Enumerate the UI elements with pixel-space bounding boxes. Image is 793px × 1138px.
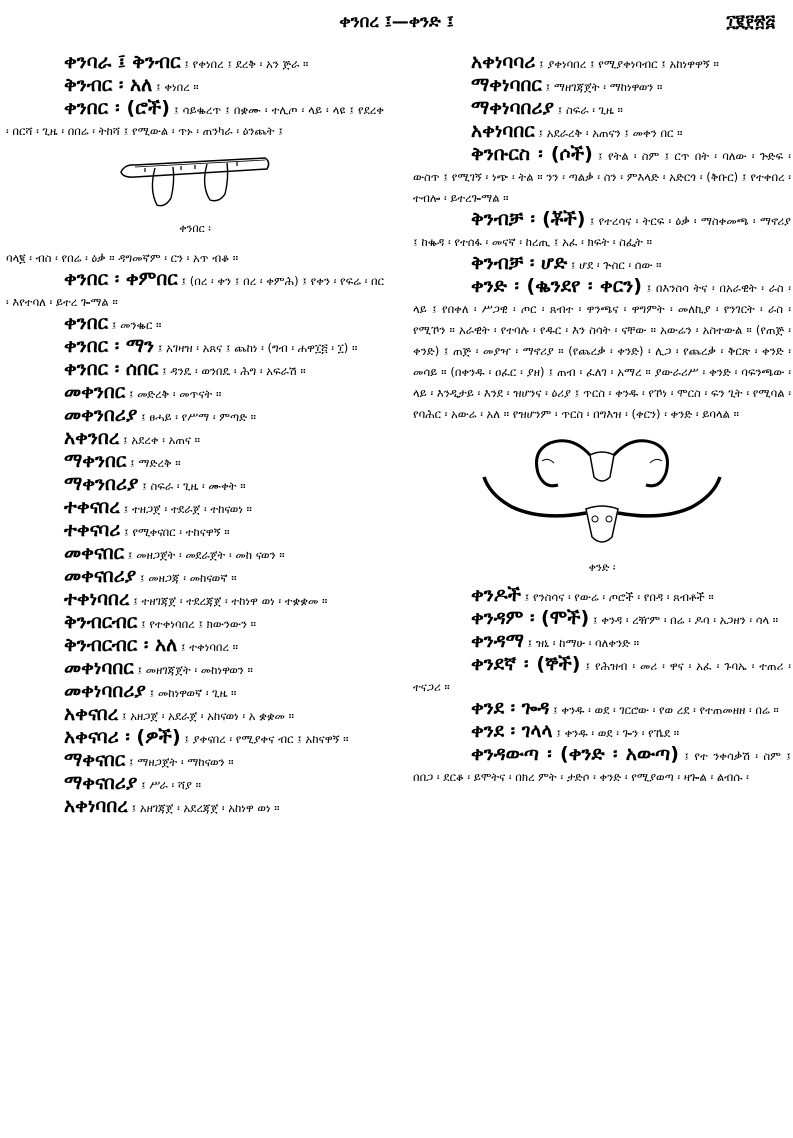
entry xyxy=(6,796,384,819)
figure-caption: ቀንድ ፡ xyxy=(588,561,616,574)
headword: መቀንበር xyxy=(64,381,126,403)
headword: ቀንዳውጣ ፡ (ቀንድ ፡ አውጣ) xyxy=(471,743,679,765)
headword: ማቀናበር xyxy=(64,749,126,771)
yoke-figure xyxy=(115,150,275,212)
entry xyxy=(6,635,384,658)
figure-caption: ቀንበር ፡ xyxy=(179,222,211,235)
entry xyxy=(413,698,791,721)
headword: መቀናበር xyxy=(64,542,125,564)
entry xyxy=(6,428,384,451)
entry xyxy=(413,631,791,654)
definition: ፤ የንስሳና ፡ የውሬ ፡ ጦሮች ፡ የበዳ ፡ ጸብቶች ። xyxy=(521,590,714,604)
headword: ቅንብርብር ፡ አለ xyxy=(64,634,178,656)
headword: አቀነባበረ xyxy=(64,795,128,817)
headword: ቀንባራ ፤ ቅንብር xyxy=(64,51,181,73)
definition: ፤ ሳይቈረጥ ፤ በቋሙ ፡ ተሊጦ ፡ ላይ ፡ ላዩ ፤ የደረቀ ፡ በርሻ ፡ ጊዜ ፡ በበሬ ፡ ትከሻ ፤ የሚውል ፡ ጥኑ ፡ ጠንካራ ፡ ዕንጨት ፤ xyxy=(6,103,384,138)
ram-skull-icon xyxy=(537,441,668,486)
definition: ፤ ዳንዴ ፡ ወንበዴ ፡ ሕግ ፡ አፍራሽ ። xyxy=(158,364,306,378)
right-column xyxy=(413,52,791,788)
horns-illustration xyxy=(413,433,791,555)
definition: ፤ መድረቅ ፡ መጥናት ። xyxy=(125,387,222,401)
entry xyxy=(413,654,791,698)
entry xyxy=(6,405,384,428)
headword: ቀንደ ፡ ገላላ xyxy=(471,720,553,742)
definition: ፤ አደራረቅ ፡ አጠናን ፤ መቀን በር ። xyxy=(534,126,683,140)
definition: ፤ ፀሓይ ፡ የሥማ ፡ ምጣድ ። xyxy=(137,410,257,424)
headword: ተቀነባበረ xyxy=(64,588,130,610)
entry xyxy=(413,608,791,631)
headword: አቀነባባሪ xyxy=(471,51,536,73)
entry xyxy=(6,382,384,405)
definition: ፤ የተ ንቀሳቃሽ ፡ ስም ፤ በበጋ ፡ ደርቆ ፡ ይሞትና ፡ በክረ ምት ፡ ታድሶ ፡ ቀንድ ፡ የሚያወጣ ፡ ዛጐል ፡ ልብሱ ፡ xyxy=(413,749,792,784)
definition: ፤ ቀንዱ ፡ ወደ ፡ ገርሮው ፡ የወ ረደ ፡ የተጠመዘዘ ፡ በሬ ። xyxy=(549,703,779,717)
definition: ፤ መንቈር ። xyxy=(108,318,162,332)
definition: ፤ ቀነበረ ። xyxy=(152,80,199,94)
entry xyxy=(6,474,384,497)
definition: ፤ መከነዋወኛ ፡ ጊዜ ። xyxy=(145,686,237,700)
headword: ቅንብቻ ፡ ሆድ xyxy=(471,252,568,274)
headword: ቀንበር ፡ ማን xyxy=(64,335,155,357)
definition: ፤ የተረሳና ፡ ትርፍ ፡ ዕቃ ፡ ማስቀመጫ ፡ ማኖሪያ ፤ ከቈዳ ፡ የተሰፋ ፡ መናኛ ፡ ከረጢ ፤ አፈ ፡ ክፍት ፡ ስፌት ። xyxy=(413,214,791,249)
entry xyxy=(413,585,791,608)
entry xyxy=(6,497,384,520)
entry xyxy=(6,359,384,382)
entry xyxy=(6,98,384,142)
definition: ፤ አዘጋጀ ፡ አደራጀ ፡ አከናወነ ፡ አ ቋቋመ ። xyxy=(118,709,294,723)
headword: አቀናባሪ ፡ (ዎች) xyxy=(64,726,181,748)
definition: ፤ ቀንዳ ፡ ረዥም ፡ በሬ ፡ ዶባ ፡ አጋዘን ፡ ሳላ ። xyxy=(589,613,779,627)
left-column xyxy=(6,52,384,819)
definition: ፤ ያቀናበረ ፡ የሚያቀና ብር ፤ አከናዋኝ ። xyxy=(180,732,349,746)
headword: ቀንዳማ xyxy=(471,630,524,652)
headword: ማቀነባበር xyxy=(471,74,542,96)
headword: ቅንብርብር xyxy=(64,611,138,633)
entry xyxy=(413,121,791,144)
definition: ፤ አገዛዝ ፡ አጸና ፤ ጨከነ ፡ (ግብ ፡ ሐዋ፲፭ ፡ ፲) ። xyxy=(154,341,358,355)
headword: ቅንብቻ ፡ (ቾች) xyxy=(471,208,586,230)
definition: ፤ ሆደ ፡ ጕስር ፡ ሰው ። xyxy=(567,258,662,272)
entry xyxy=(6,612,384,635)
headword: ቀንዳም ፡ (ሞች) xyxy=(471,607,590,629)
headword: አቀናበረ xyxy=(64,703,119,725)
headword: ማቀናበሪያ xyxy=(64,772,138,794)
page-number: ፲፪፻፳፭ xyxy=(726,12,775,32)
entry xyxy=(413,721,791,744)
entry xyxy=(413,144,791,209)
entry xyxy=(6,750,384,773)
entry xyxy=(6,681,384,704)
definition: ፤ የሚቀናበር ፡ ተከናዋኝ ። xyxy=(120,525,230,539)
yoke-illustration xyxy=(6,150,384,216)
page-header xyxy=(0,8,793,38)
right-entries-bottom xyxy=(413,585,791,788)
entry xyxy=(6,52,384,75)
definition: ፤ ማዘገጃጀት ፡ ማከነዋወን ። xyxy=(541,80,663,94)
entry xyxy=(6,773,384,796)
headword: ተቀናበረ xyxy=(64,496,120,518)
definition: ፤ ተዘገጃጀ ፡ ተደረጃጀ ፡ ተከነዋ ወነ ፡ ተቋቋመ ። xyxy=(129,594,328,608)
entry xyxy=(6,543,384,566)
horns-figure xyxy=(462,433,742,551)
entry xyxy=(6,336,384,359)
entry xyxy=(413,209,791,253)
definition: ፤ የትል ፡ ስም ፤ ርጥ በት ፡ ባለው ፡ ጕድፍ ፡ ውስጥ ፤ የሚገኝ ፡ ነጭ ፡ ትል ። ንን ፡ ጣልቃ ፡ ስን ፡ ምእላድ ፡ አድርጎ ፡ (ቅቡር) ፤ የተቀበረ ፡ ተብሎ ፡ ይተረጐማል ። xyxy=(413,149,791,205)
definition: ፤ ስፍራ ፡ ጊዜ ። xyxy=(553,103,623,117)
headword: መቀናበሪያ xyxy=(64,565,137,587)
left-entries-top xyxy=(6,52,384,142)
headword: ማቀነባበሪያ xyxy=(471,97,554,119)
definition: ፤ የቀነበረ ፤ ደረቅ ፡ አን ጅራ ። xyxy=(180,57,309,71)
definition: ባላ፪ ፡ ብስ ፡ የበሬ ፡ ዕቃ ። ዳግመኛም ፡ ርን ፡ አጥ ብቆ ። xyxy=(6,251,239,265)
headword: ማቀንበር xyxy=(64,450,127,472)
entry xyxy=(413,744,791,788)
definition: ፤ መዘገጃጀት ፡ መከነዋወን ። xyxy=(133,663,253,677)
headword: መቀንበሪያ xyxy=(64,404,138,426)
headword: ቀንደ ፡ ጐዳ xyxy=(471,697,550,719)
headword: ቀንደኛ ፡ (ኞች) xyxy=(471,653,581,675)
ox-skull-icon xyxy=(484,477,720,542)
entry xyxy=(413,52,791,75)
definition: ፤ ያቀነባበረ ፤ የሚያቀነባብር ፤ አከነዋዋኝ ። xyxy=(535,57,719,71)
definition: ፤ መዘጋጀት ፡ መደራጀት ፡ መከ ናወን ። xyxy=(124,548,285,562)
definition: ፤ ማዘጋጀት ፡ ማከናወን ። xyxy=(125,755,234,769)
definition: ፤ መዘጋጃ ፡ መከናወኛ ። xyxy=(136,571,237,585)
definition: ፤ አደረቀ ፡ አጠና ። xyxy=(119,433,201,447)
right-entries-top xyxy=(413,52,791,425)
entry xyxy=(6,566,384,589)
entry xyxy=(6,704,384,727)
definition: ፤ ተዘጋጀ ፡ ተደራጀ ፡ ተከናወነ ። xyxy=(119,502,252,516)
headword: ቀንበር ፡ (ሮች) xyxy=(64,97,170,119)
definition: ፤ ቀንዱ ፡ ወደ ፡ ጐን ፡ የኼደ ። xyxy=(552,726,680,740)
definition: ፤ የተቀነባበረ ፤ ክውንውን ። xyxy=(137,617,256,631)
definition: ፤ (በረ ፡ ቀን ፤ በረ ፡ ቀምሕ) ፤ የቀን ፡ የፍሬ ፡ በር ፡ እየተባለ ፡ ይተረ ጐማል ። xyxy=(6,274,384,309)
headword: ቀንድ ፡ (ቈንደየ ፡ ቀርን) xyxy=(471,275,642,297)
entry xyxy=(6,313,384,336)
entry xyxy=(6,269,384,313)
entry xyxy=(6,589,384,612)
headword: ቀንዶች xyxy=(471,584,522,606)
entry xyxy=(413,253,791,276)
definition: ፤ ሥራ ፡ ሻያ ። xyxy=(137,778,201,792)
entry xyxy=(413,276,791,425)
entry xyxy=(6,520,384,543)
definition: ፤ ዝኒ ፡ ከማሁ ፡ ባለቀንድ ። xyxy=(523,636,640,650)
headword: ተቀናባሪ xyxy=(64,519,121,541)
headword: መቀነባበሪያ xyxy=(64,680,146,702)
headword: ቅንቡርስ ፡ (ሶች) xyxy=(471,143,593,165)
definition: ፤ ስፍራ ፡ ጊዜ ፡ ሙቀት ። xyxy=(138,479,246,493)
headword: ቀንበር xyxy=(64,312,109,334)
definition: ፤ የሕዝብ ፡ መሪ ፡ ዋና ፡ አፈ ፡ ጉባኤ ፡ ተጠሪ ፡ ተናጋሪ ። xyxy=(413,659,791,694)
entry xyxy=(6,246,384,269)
definition: ፤ በእንስሳ ትና ፡ በአራዊት ፡ ራስ ፡ ላይ ፤ የበቀለ ፡ ሥጋዊ ፡ ጦር ፡ ጸብተ ፡ ዋንጫና ፡ ዋግምት ፡ መለኪያ ፡ የንገርት ፡ ራስ ፡ የሚኾን ። አራዊት ፡ የተባሉ ፡ የዱር ፡ እን ስሳት ፡ ናቸው ። አውሬን ፡ አስተውል ። (የጠጅ ፡ ቀንድ) ፤ ጠጅ ፡ መያዣ ፡ ማኖሪያ ። (የጨረቃ ፡ ቀንድ) ፡ ሊጋ ፡ የጨረቃ ፡ ቅርጽ ፡ ቀንድ ፡ መሳይ ። (በቀንዱ ፡ ዐፈር ፡ ያዘ) ፤ ጠብ ፡ ፈለገ ፡ አማረ ። ያውራሪሥ ፡ ቀንድ ፡ ባፍንጫው ፡ ላይ ፡ እንዲታይ ፡ እንደ ፡ ዝሆንና ፡ ዕሪያ ፤ ጥርስ ፡ ቀንዱ ፡ የኾነ ፡ ሞርስ ፡ ፍን ጊት ፡ የሚባል ፡ የባሕር ፡ አውሬ ፡ አለ ። የዝሆንም ፡ ጥርስ ፡ በግእዝ ፡ (ቀርን) ፡ ቀንድ ፡ ይባላል ። xyxy=(413,281,791,421)
headword: ማቀንበሪያ xyxy=(64,473,139,495)
entry xyxy=(413,75,791,98)
headword: አቀነባበር xyxy=(471,120,535,142)
definition: ፤ አዘገጃጀ ፡ አደረጃጀ ፡ አከነዋ ወነ ። xyxy=(127,801,280,815)
headword: ቅንብር ፡ አለ xyxy=(64,74,153,96)
headword: ቀንበር ፡ ሰበር xyxy=(64,358,159,380)
definition: ፤ ማድረቅ ። xyxy=(126,456,181,470)
entry xyxy=(413,98,791,121)
left-entries-bottom xyxy=(6,246,384,819)
entry xyxy=(6,658,384,681)
entry xyxy=(6,75,384,98)
running-title: ቀንበረ ፤—ቀንድ ፤ xyxy=(339,12,454,32)
definition: ፤ ተቀነባበረ ። xyxy=(177,640,238,654)
entry xyxy=(6,451,384,474)
entry xyxy=(6,727,384,750)
headword: አቀንበረ xyxy=(64,427,120,449)
headword: ቀንበር ፡ ቀምበር xyxy=(64,268,178,290)
headword: መቀነባበር xyxy=(64,657,134,679)
